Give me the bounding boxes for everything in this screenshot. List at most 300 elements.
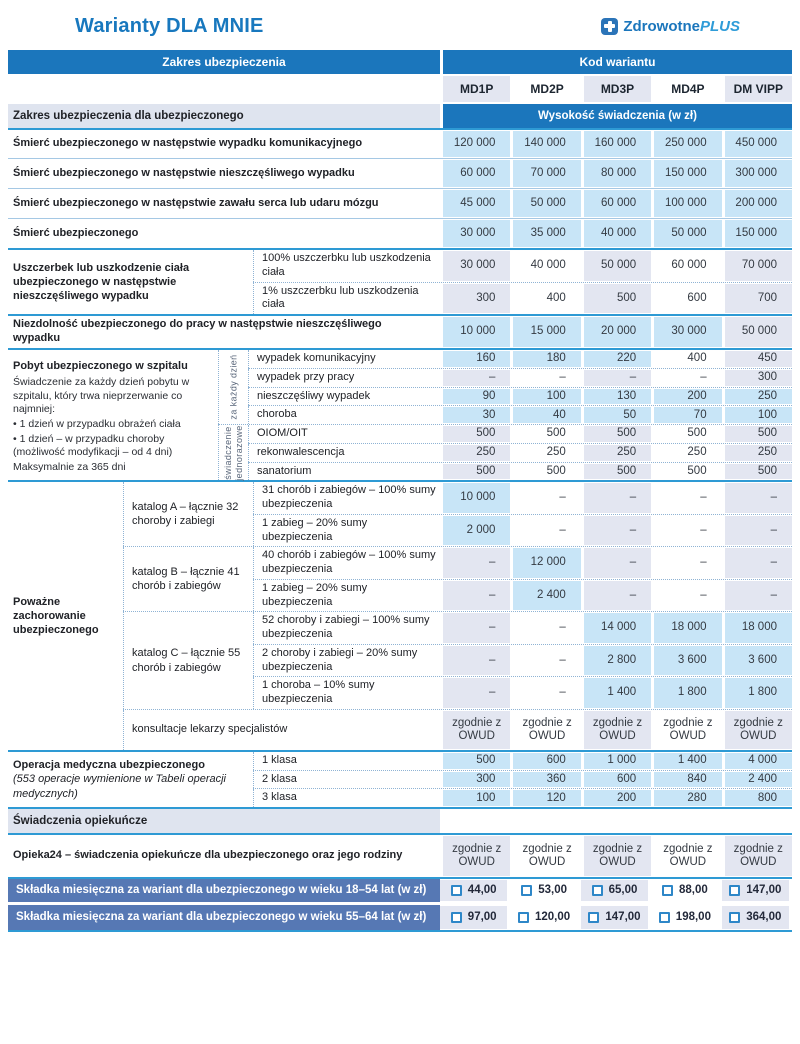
value-text: – (700, 523, 707, 536)
premium-checkbox[interactable] (659, 912, 670, 923)
premium-value: 364,00 (746, 910, 782, 923)
premium-value: 44,00 (467, 883, 497, 896)
sub-label: 1 zabieg – 20% sumy ubezpieczenia (253, 515, 443, 547)
value-cell (513, 836, 580, 876)
value-cell (584, 464, 651, 480)
value-text: zgodnie z OWUD (733, 842, 783, 868)
sub-label: 1 klasa (253, 752, 443, 770)
variants-table (8, 50, 792, 932)
catalog-row (253, 514, 792, 547)
value-text: 500 (687, 464, 707, 477)
value-cells (443, 130, 792, 158)
value-text: zgodnie z OWUD (452, 842, 502, 868)
value-cell (725, 548, 792, 578)
value-cells (443, 316, 792, 348)
value-cell (510, 810, 577, 832)
premium-checkbox[interactable] (521, 885, 532, 896)
value-text: 500 (546, 464, 566, 477)
hospital-description (13, 375, 212, 474)
sub-label: 1 zabieg – 20% sumy ubezpieczenia (253, 580, 443, 612)
value-cell (725, 836, 792, 876)
value-text: 50 000 (601, 259, 637, 272)
value-text: 18 000 (671, 621, 707, 634)
premium-checkbox[interactable] (588, 912, 599, 923)
value-cell (654, 836, 721, 876)
sub-label: 52 choroby i zabiegi – 100% sumy ubezpieczenia (253, 612, 443, 644)
value-text: – (488, 556, 496, 569)
value-cell (725, 407, 792, 423)
value-text: 160 000 (594, 137, 637, 150)
value-text: 40 (553, 408, 566, 421)
value-cells (443, 463, 792, 481)
value-cell (513, 772, 580, 788)
value-text: 150 000 (735, 226, 777, 239)
value-cell (725, 370, 792, 386)
premium-checkbox[interactable] (518, 912, 529, 923)
value-cell (513, 445, 580, 461)
catalog-rows (253, 547, 792, 611)
value-cell (584, 790, 651, 806)
value-cell (513, 548, 580, 578)
care-benefits-label: Świadczenia opiekuńcze (8, 809, 440, 833)
value-cell (725, 160, 792, 187)
premium-value: 198,00 (675, 910, 711, 923)
premium-checkbox[interactable] (451, 885, 462, 896)
value-text: 30 000 (460, 259, 496, 272)
premium-value: 147,00 (605, 910, 641, 923)
value-text: zgodnie z OWUD (733, 716, 783, 742)
hospital-section (8, 348, 792, 480)
row-label: Niezdolność ubezpieczonego do pracy w następstwie nieszczęśliwego wypadku (13, 318, 382, 344)
value-text: zgodnie z OWUD (663, 842, 713, 868)
value-cells (440, 809, 789, 833)
value-cell (513, 407, 580, 423)
value-text: 500 (476, 427, 496, 440)
value-text: 30 000 (460, 226, 496, 239)
value-cell (654, 581, 721, 611)
value-cell (513, 581, 580, 611)
value-text: 1 800 (748, 686, 777, 699)
catalog-label: katalog A – łącznie 32 choroby i zabiegi (123, 482, 253, 546)
document-header (8, 0, 792, 50)
value-cell (443, 317, 510, 347)
hospital-row (248, 425, 792, 443)
hospital-row (248, 350, 792, 368)
value-text: 4 000 (748, 754, 777, 767)
hospital-desc-line: • 1 dzień w przypadku obrażeń ciała (13, 417, 181, 430)
value-cell (654, 131, 721, 157)
value-cell (722, 880, 789, 901)
value-text: 360 (546, 772, 566, 785)
value-text: 250 000 (665, 137, 707, 150)
value-cells (443, 444, 792, 462)
value-cell (725, 351, 792, 367)
hospital-row (248, 387, 792, 406)
value-cell (443, 548, 510, 578)
value-text: – (700, 491, 707, 504)
value-text: zgodnie z OWUD (592, 842, 643, 868)
value-cell (443, 445, 510, 461)
catalog-group (123, 546, 792, 611)
value-cell (513, 613, 580, 643)
value-text: 35 000 (530, 226, 566, 239)
value-text: 100 (757, 408, 777, 421)
value-text: 600 (617, 772, 637, 785)
value-text: 280 (687, 791, 707, 804)
value-cell (654, 317, 721, 347)
value-text: 70 (693, 408, 707, 421)
value-text: 200 (617, 791, 637, 804)
value-cell (513, 464, 580, 480)
value-text: 250 (617, 446, 637, 459)
value-cell (584, 220, 651, 247)
value-cell (725, 772, 792, 788)
sub-label: OIOM/OIT (248, 425, 443, 443)
value-text: 1 800 (677, 686, 707, 699)
value-text: – (629, 588, 637, 601)
value-cell (584, 351, 651, 367)
value-text: 160 (476, 352, 496, 365)
value-text: – (770, 523, 777, 536)
value-text: – (629, 491, 637, 504)
value-text: 80 000 (601, 166, 637, 179)
value-text: 30 (482, 408, 496, 421)
page-title: Warianty DLA MNIE (75, 14, 264, 37)
value-text: 90 (482, 389, 496, 402)
value-cells (440, 879, 789, 902)
value-cells (443, 159, 792, 188)
value-cell (513, 790, 580, 806)
value-cell (443, 516, 510, 546)
sub-label: choroba (248, 406, 443, 424)
value-cell (725, 220, 792, 247)
premium-value: 65,00 (608, 883, 638, 896)
value-cell (443, 370, 510, 386)
value-text: 50 000 (741, 325, 777, 338)
section-header-row (8, 104, 792, 128)
value-cells (443, 645, 792, 677)
value-cell (443, 483, 510, 513)
value-cell (513, 646, 580, 676)
value-text: – (488, 588, 496, 601)
value-text: 300 (476, 291, 496, 304)
catalog-group (123, 611, 792, 709)
value-cell (584, 389, 651, 405)
value-cell (443, 160, 510, 187)
value-cell (443, 613, 510, 643)
value-cells (443, 515, 792, 547)
value-cells (443, 250, 792, 282)
table-subrow (253, 282, 792, 315)
value-text: 60 000 (671, 259, 707, 272)
value-cells (443, 677, 792, 709)
serious-illness-section (8, 480, 792, 750)
value-cell (722, 906, 789, 929)
catalog-row (253, 579, 792, 612)
consultations-row (123, 709, 792, 750)
table-row (8, 128, 792, 158)
value-cells (443, 425, 792, 443)
premium-checkbox[interactable] (729, 885, 740, 896)
value-cell (513, 389, 580, 405)
catalog-row (253, 676, 792, 709)
value-text: – (770, 491, 777, 504)
premium-value: 120,00 (535, 910, 571, 923)
variant-codes (443, 76, 792, 102)
hospital-rows (248, 425, 792, 480)
variant-codes-row (8, 76, 792, 102)
hospital-label (8, 350, 218, 480)
value-text: 2 400 (537, 588, 566, 601)
value-text: 250 (757, 389, 777, 402)
value-text: – (700, 371, 707, 384)
value-cell (581, 906, 648, 929)
value-cell (443, 426, 510, 442)
sub-label: nieszczęśliwy wypadek (248, 388, 443, 406)
value-cell (581, 880, 648, 901)
premium-label: Składka miesięczna za wariant dla ubezpieczonego w wieku 18–54 lat (w zł) (8, 879, 440, 902)
value-text: 50 000 (671, 226, 707, 239)
value-cell (654, 790, 721, 806)
value-cell (443, 581, 510, 611)
value-cell (654, 445, 721, 461)
row-label: Śmierć ubezpieczonego w następstwie zawału serca lub udaru mózgu (13, 196, 379, 209)
value-text: 300 (757, 371, 777, 384)
value-text: 250 (757, 446, 777, 459)
value-cell (584, 581, 651, 611)
table-subrow (253, 788, 792, 807)
variant-code-dmvipp: DM VIPP (725, 76, 792, 102)
value-text: 150 000 (665, 166, 707, 179)
value-text: 250 (546, 446, 566, 459)
premium-value: 53,00 (538, 883, 567, 896)
value-cell (654, 753, 721, 769)
value-cell (725, 516, 792, 546)
sub-label: wypadek przy pracy (248, 369, 443, 387)
variant-code-md4p: MD4P (654, 76, 721, 102)
value-cell (584, 426, 651, 442)
value-text: 2 000 (466, 523, 496, 536)
table-subrow (253, 752, 792, 770)
vertical-label (218, 425, 248, 480)
variant-code-md2p: MD2P (513, 76, 580, 102)
value-text: 400 (546, 291, 566, 304)
catalog-row (253, 644, 792, 677)
sub-label: 100% uszczerbku lub uszkodzenia ciała (253, 250, 443, 282)
value-cell (725, 190, 792, 217)
value-text: 100 000 (665, 196, 707, 209)
value-cell (654, 516, 721, 546)
value-text: 250 (687, 446, 707, 459)
value-cells (443, 369, 792, 387)
value-text: 450 (757, 352, 777, 365)
value-cell (443, 220, 510, 247)
value-text: – (559, 686, 566, 699)
value-text: 2 400 (748, 772, 777, 785)
value-cell (725, 389, 792, 405)
hospital-row (248, 368, 792, 387)
value-text: zgodnie z OWUD (522, 716, 572, 742)
value-cell (725, 790, 792, 806)
value-text: – (629, 556, 637, 569)
value-cells (443, 219, 792, 248)
plus-icon (601, 18, 618, 35)
value-cells (443, 612, 792, 644)
sub-label: 31 chorób i zabiegów – 100% sumy ubezpieczenia (253, 482, 443, 514)
value-cells (443, 835, 792, 877)
premium-checkbox[interactable] (451, 912, 462, 923)
value-text: 100 (476, 791, 496, 804)
catalog-groups (123, 482, 792, 750)
value-text: 10 000 (460, 325, 496, 338)
catalog-group (123, 482, 792, 546)
value-cells (443, 710, 792, 750)
value-cell (584, 772, 651, 788)
value-text: 600 (546, 754, 566, 767)
value-text: 15 000 (530, 325, 566, 338)
value-text: 30 000 (671, 325, 707, 338)
value-cell (654, 772, 721, 788)
value-cell (513, 370, 580, 386)
value-cell (654, 251, 721, 281)
value-cell (654, 483, 721, 513)
value-cell (584, 711, 651, 749)
value-text: 450 000 (735, 137, 777, 150)
value-text: 1 000 (607, 754, 637, 767)
table-row (8, 218, 792, 248)
value-cell (440, 810, 507, 832)
value-cell (651, 906, 718, 929)
value-text: 3 600 (677, 653, 707, 666)
value-cells (443, 547, 792, 579)
group-rows (253, 752, 792, 807)
table-header-row (8, 50, 792, 74)
value-cell (443, 190, 510, 217)
value-cell (725, 678, 792, 708)
value-cells (443, 771, 792, 789)
sub-label: sanatorium (248, 463, 443, 481)
value-text: zgodnie z OWUD (522, 842, 572, 868)
value-cell (443, 131, 510, 157)
value-cell (654, 646, 721, 676)
value-text: 500 (617, 427, 637, 440)
value-text: 60 000 (460, 166, 496, 179)
value-text: 45 000 (460, 196, 496, 209)
value-cell (654, 711, 721, 749)
value-cell (443, 711, 510, 749)
value-text: – (559, 491, 566, 504)
value-cell (584, 284, 651, 314)
sub-label: 1 choroba – 10% sumy ubezpieczenia (253, 677, 443, 709)
table-row-group (8, 750, 792, 807)
value-cell (722, 810, 789, 832)
header-variant-code: Kod wariantu (443, 50, 792, 74)
sub-label: konsultacje lekarzy specjalistów (123, 710, 443, 750)
scope-section-label: Zakres ubezpieczenia dla ubezpieczonego (8, 104, 440, 128)
value-cell (725, 711, 792, 749)
value-cell (510, 906, 577, 929)
value-text: – (559, 523, 566, 536)
premium-row (8, 905, 792, 930)
header-scope: Zakres ubezpieczenia (8, 50, 440, 74)
vertical-label (218, 350, 248, 424)
value-cell (584, 678, 651, 708)
value-text: – (700, 556, 707, 569)
premium-checkbox[interactable] (729, 912, 740, 923)
value-text: – (770, 556, 777, 569)
group-label: Uszczerbek lub uszkodzenie ciała ubezpieczonego w następstwie nieszczęśliwego wypadku (13, 261, 190, 303)
sub-label: 2 choroby i zabiegi – 20% sumy ubezpieczenia (253, 645, 443, 677)
hospital-group (218, 350, 792, 424)
value-cell (654, 613, 721, 643)
value-text: 20 000 (601, 325, 637, 338)
value-cell (584, 445, 651, 461)
group-rows (253, 250, 792, 314)
value-text: 2 800 (607, 653, 637, 666)
hospital-desc-line: Świadczenie za każdy dzień pobytu w szpitalu, który trwa nieprzerwanie co najmniej: (13, 376, 190, 416)
premium-checkbox[interactable] (662, 885, 673, 896)
value-text: 1 400 (677, 754, 707, 767)
value-text: 300 (476, 772, 496, 785)
value-text: – (559, 371, 566, 384)
hospital-row (248, 405, 792, 424)
brand-suffix: PLUS (699, 17, 740, 35)
catalog-row (253, 482, 792, 514)
table-row (8, 314, 792, 348)
sub-label: wypadek komunikacyjny (248, 350, 443, 368)
insurance-variants-page (8, 0, 792, 932)
value-cell (443, 464, 510, 480)
value-cell (440, 906, 507, 929)
value-text: 220 (617, 352, 637, 365)
value-text: – (488, 621, 496, 634)
value-cell (513, 284, 580, 314)
group-label (8, 752, 253, 807)
value-text: zgodnie z OWUD (592, 716, 643, 742)
row-label: Śmierć ubezpieczonego w następstwie nieszczęśliwego wypadku (13, 166, 355, 179)
value-cell (513, 131, 580, 157)
value-text: 800 (757, 791, 777, 804)
value-cell (725, 317, 792, 347)
value-text: 120 (546, 791, 566, 804)
value-text: 500 (546, 427, 566, 440)
value-text: 40 000 (601, 226, 637, 239)
catalog-row (253, 612, 792, 644)
catalog-rows (253, 612, 792, 709)
hospital-row (248, 443, 792, 462)
value-text: 400 (687, 352, 707, 365)
value-cell (654, 370, 721, 386)
value-text: 500 (476, 464, 496, 477)
hospital-rows (248, 350, 792, 424)
value-cell (443, 753, 510, 769)
value-text: 500 (757, 427, 777, 440)
value-cell (654, 548, 721, 578)
value-text: – (559, 653, 566, 666)
hospital-desc-line: • 1 dzień – w przypadku choroby (możliwość modyfikacji – od 4 dni) (13, 432, 173, 459)
premium-checkbox[interactable] (592, 885, 603, 896)
value-text: 500 (617, 291, 637, 304)
value-text: 1 400 (607, 686, 637, 699)
value-text: 200 (687, 389, 707, 402)
value-cell (725, 483, 792, 513)
value-text: 12 000 (530, 556, 566, 569)
table-row (8, 158, 792, 188)
value-cell (725, 464, 792, 480)
hospital-group (218, 424, 792, 480)
value-cell (513, 317, 580, 347)
value-text: 10 000 (460, 491, 496, 504)
